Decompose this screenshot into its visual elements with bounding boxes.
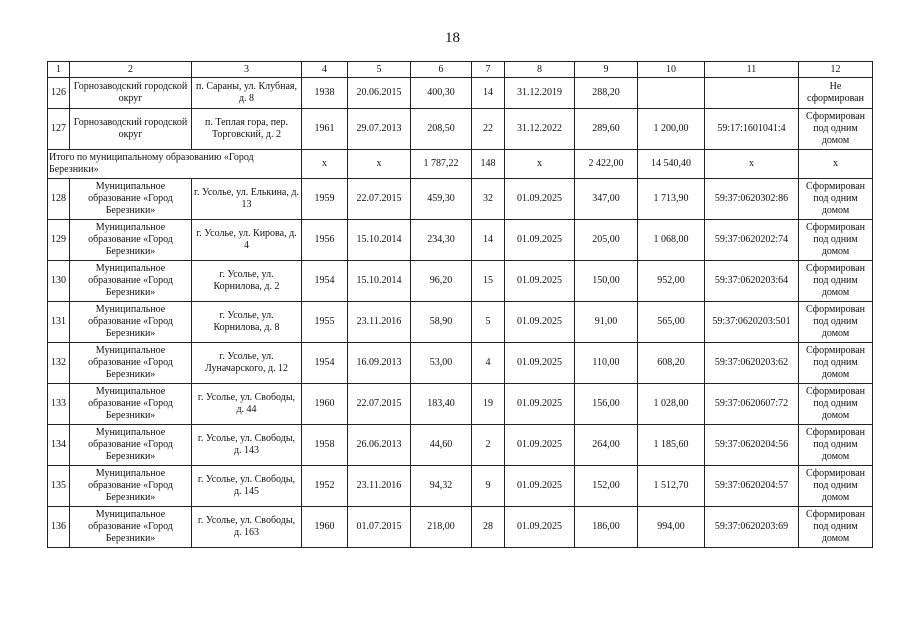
column-number: 9 (575, 62, 638, 78)
residents-cell: 19 (472, 384, 505, 425)
residents-cell: 28 (472, 507, 505, 548)
residents-cell: 9 (472, 466, 505, 507)
column-number: 6 (411, 62, 472, 78)
recognition-date-cell: 01.07.2015 (348, 507, 411, 548)
column-number: 4 (302, 62, 348, 78)
land-status-cell: Не сформирован (799, 78, 873, 109)
cadastral-number-cell: 59:37:0620202:74 (705, 220, 799, 261)
area-cell: 58,90 (411, 302, 472, 343)
build-year-cell: 1954 (302, 343, 348, 384)
build-year-cell: 1956 (302, 220, 348, 261)
recognition-date-cell: 22.07.2015 (348, 179, 411, 220)
land-status-cell: Сформирован под одним домом (799, 384, 873, 425)
cadastral-value-cell: 1 185,60 (638, 425, 705, 466)
build-year-cell: 1960 (302, 507, 348, 548)
residents-cell: 5 (472, 302, 505, 343)
recognition-date-cell: 20.06.2015 (348, 78, 411, 109)
recognition-date-cell: 29.07.2013 (348, 109, 411, 150)
address-cell: г. Усолье, ул. Корнилова, д. 2 (192, 261, 302, 302)
municipality-cell: Муниципальное образование «Город Березники» (70, 425, 192, 466)
area-cell: 459,30 (411, 179, 472, 220)
address-cell: г. Усолье, ул. Свободы, д. 163 (192, 507, 302, 548)
cadastral-number-cell: 59:37:0620203:501 (705, 302, 799, 343)
area-cell: 53,00 (411, 343, 472, 384)
total-cell: 148 (472, 150, 505, 179)
land-area-cell: 347,00 (575, 179, 638, 220)
column-number: 5 (348, 62, 411, 78)
cadastral-value-cell: 1 713,90 (638, 179, 705, 220)
recognition-date-cell: 15.10.2014 (348, 261, 411, 302)
cadastral-number-cell: 59:37:0620203:69 (705, 507, 799, 548)
recognition-date-cell: 23.11.2016 (348, 302, 411, 343)
residents-cell: 14 (472, 220, 505, 261)
resettlement-deadline-cell: 01.09.2025 (505, 302, 575, 343)
address-cell: г. Усолье, ул. Свободы, д. 44 (192, 384, 302, 425)
land-status-cell: Сформирован под одним домом (799, 109, 873, 150)
cadastral-value-cell: 1 512,70 (638, 466, 705, 507)
land-area-cell: 264,00 (575, 425, 638, 466)
column-number: 3 (192, 62, 302, 78)
land-status-cell: Сформирован под одним домом (799, 425, 873, 466)
cadastral-value-cell: 1 200,00 (638, 109, 705, 150)
municipality-cell: Горнозаводский городской округ (70, 109, 192, 150)
municipality-cell: Муниципальное образование «Город Березники» (70, 302, 192, 343)
residents-cell: 4 (472, 343, 505, 384)
cadastral-value-cell: 994,00 (638, 507, 705, 548)
total-label: Итого по муниципальному образованию «Город Березники» (48, 150, 302, 179)
land-status-cell: Сформирован под одним домом (799, 507, 873, 548)
land-area-cell: 91,00 (575, 302, 638, 343)
cadastral-value-cell: 1 068,00 (638, 220, 705, 261)
municipality-cell: Муниципальное образование «Город Березники» (70, 179, 192, 220)
total-cell: х (505, 150, 575, 179)
land-area-cell: 156,00 (575, 384, 638, 425)
municipality-cell: Муниципальное образование «Город Березники» (70, 220, 192, 261)
total-cell: 2 422,00 (575, 150, 638, 179)
land-area-cell: 288,20 (575, 78, 638, 109)
resettlement-deadline-cell: 01.09.2025 (505, 384, 575, 425)
cadastral-value-cell (638, 78, 705, 109)
land-status-cell: Сформирован под одним домом (799, 466, 873, 507)
table-row (48, 179, 873, 220)
column-number-row (48, 62, 873, 78)
resettlement-deadline-cell: 01.09.2025 (505, 179, 575, 220)
cadastral-number-cell: 59:37:0620607:72 (705, 384, 799, 425)
total-cell: х (348, 150, 411, 179)
row-number-cell: 135 (48, 466, 70, 507)
build-year-cell: 1960 (302, 384, 348, 425)
area-cell: 218,00 (411, 507, 472, 548)
address-cell: г. Усолье, ул. Корнилова, д. 8 (192, 302, 302, 343)
build-year-cell: 1952 (302, 466, 348, 507)
land-status-cell: Сформирован под одним домом (799, 261, 873, 302)
municipality-cell: Горнозаводский городской округ (70, 78, 192, 109)
row-number-cell: 127 (48, 109, 70, 150)
cadastral-number-cell: 59:37:0620204:56 (705, 425, 799, 466)
column-number: 11 (705, 62, 799, 78)
table-row (48, 507, 873, 548)
row-number-cell: 134 (48, 425, 70, 466)
row-number-cell: 132 (48, 343, 70, 384)
residents-cell: 2 (472, 425, 505, 466)
recognition-date-cell: 22.07.2015 (348, 384, 411, 425)
build-year-cell: 1958 (302, 425, 348, 466)
cadastral-number-cell: 59:37:0620203:62 (705, 343, 799, 384)
area-cell: 183,40 (411, 384, 472, 425)
row-number-cell: 128 (48, 179, 70, 220)
residents-cell: 22 (472, 109, 505, 150)
table-row (48, 220, 873, 261)
build-year-cell: 1955 (302, 302, 348, 343)
area-cell: 96,20 (411, 261, 472, 302)
row-number-cell: 126 (48, 78, 70, 109)
land-status-cell: Сформирован под одним домом (799, 220, 873, 261)
cadastral-number-cell: 59:17:1601041:4 (705, 109, 799, 150)
resettlement-deadline-cell: 31.12.2019 (505, 78, 575, 109)
residents-cell: 14 (472, 78, 505, 109)
build-year-cell: 1938 (302, 78, 348, 109)
area-cell: 94,32 (411, 466, 472, 507)
address-cell: п. Сараны, ул. Клубная, д. 8 (192, 78, 302, 109)
table-body (48, 62, 873, 548)
resettlement-deadline-cell: 01.09.2025 (505, 425, 575, 466)
total-cell: х (302, 150, 348, 179)
address-cell: г. Усолье, ул. Елькина, д. 13 (192, 179, 302, 220)
cadastral-number-cell: 59:37:0620302:86 (705, 179, 799, 220)
land-area-cell: 289,60 (575, 109, 638, 150)
land-area-cell: 110,00 (575, 343, 638, 384)
column-number: 2 (70, 62, 192, 78)
municipality-cell: Муниципальное образование «Город Березники» (70, 343, 192, 384)
municipality-cell: Муниципальное образование «Город Березники» (70, 384, 192, 425)
housing-table (47, 61, 873, 548)
land-area-cell: 150,00 (575, 261, 638, 302)
table-row (48, 384, 873, 425)
land-status-cell: Сформирован под одним домом (799, 302, 873, 343)
total-cell: х (705, 150, 799, 179)
land-status-cell: Сформирован под одним домом (799, 343, 873, 384)
row-number-cell: 130 (48, 261, 70, 302)
cadastral-value-cell: 1 028,00 (638, 384, 705, 425)
table-row (48, 78, 873, 109)
column-number: 8 (505, 62, 575, 78)
table-row (48, 343, 873, 384)
resettlement-deadline-cell: 01.09.2025 (505, 220, 575, 261)
cadastral-value-cell: 565,00 (638, 302, 705, 343)
column-number: 12 (799, 62, 873, 78)
column-number: 10 (638, 62, 705, 78)
cadastral-value-cell: 608,20 (638, 343, 705, 384)
table-row (48, 109, 873, 150)
land-area-cell: 205,00 (575, 220, 638, 261)
total-cell: 1 787,22 (411, 150, 472, 179)
table-row (48, 261, 873, 302)
resettlement-deadline-cell: 01.09.2025 (505, 261, 575, 302)
recognition-date-cell: 23.11.2016 (348, 466, 411, 507)
area-cell: 234,30 (411, 220, 472, 261)
recognition-date-cell: 16.09.2013 (348, 343, 411, 384)
address-cell: г. Усолье, ул. Луначарского, д. 12 (192, 343, 302, 384)
address-cell: г. Усолье, ул. Кирова, д. 4 (192, 220, 302, 261)
resettlement-deadline-cell: 01.09.2025 (505, 507, 575, 548)
recognition-date-cell: 26.06.2013 (348, 425, 411, 466)
resettlement-deadline-cell: 01.09.2025 (505, 466, 575, 507)
total-cell: х (799, 150, 873, 179)
cadastral-value-cell: 952,00 (638, 261, 705, 302)
table-row (48, 425, 873, 466)
column-number: 1 (48, 62, 70, 78)
page-number: 18 (445, 30, 460, 46)
total-row (48, 150, 873, 179)
build-year-cell: 1961 (302, 109, 348, 150)
area-cell: 400,30 (411, 78, 472, 109)
residents-cell: 32 (472, 179, 505, 220)
cadastral-number-cell: 59:37:0620204:57 (705, 466, 799, 507)
table-row (48, 302, 873, 343)
land-area-cell: 152,00 (575, 466, 638, 507)
table-row (48, 466, 873, 507)
land-area-cell: 186,00 (575, 507, 638, 548)
resettlement-deadline-cell: 31.12.2022 (505, 109, 575, 150)
address-cell: п. Теплая гора, пер. Торговский, д. 2 (192, 109, 302, 150)
area-cell: 44,60 (411, 425, 472, 466)
residents-cell: 15 (472, 261, 505, 302)
row-number-cell: 131 (48, 302, 70, 343)
municipality-cell: Муниципальное образование «Город Березники» (70, 466, 192, 507)
row-number-cell: 133 (48, 384, 70, 425)
build-year-cell: 1959 (302, 179, 348, 220)
cadastral-number-cell: 59:37:0620203:64 (705, 261, 799, 302)
build-year-cell: 1954 (302, 261, 348, 302)
recognition-date-cell: 15.10.2014 (348, 220, 411, 261)
resettlement-deadline-cell: 01.09.2025 (505, 343, 575, 384)
area-cell: 208,50 (411, 109, 472, 150)
municipality-cell: Муниципальное образование «Город Березники» (70, 261, 192, 302)
total-cell: 14 540,40 (638, 150, 705, 179)
municipality-cell: Муниципальное образование «Город Березники» (70, 507, 192, 548)
row-number-cell: 129 (48, 220, 70, 261)
column-number: 7 (472, 62, 505, 78)
land-status-cell: Сформирован под одним домом (799, 179, 873, 220)
address-cell: г. Усолье, ул. Свободы, д. 145 (192, 466, 302, 507)
row-number-cell: 136 (48, 507, 70, 548)
cadastral-number-cell (705, 78, 799, 109)
address-cell: г. Усолье, ул. Свободы, д. 143 (192, 425, 302, 466)
